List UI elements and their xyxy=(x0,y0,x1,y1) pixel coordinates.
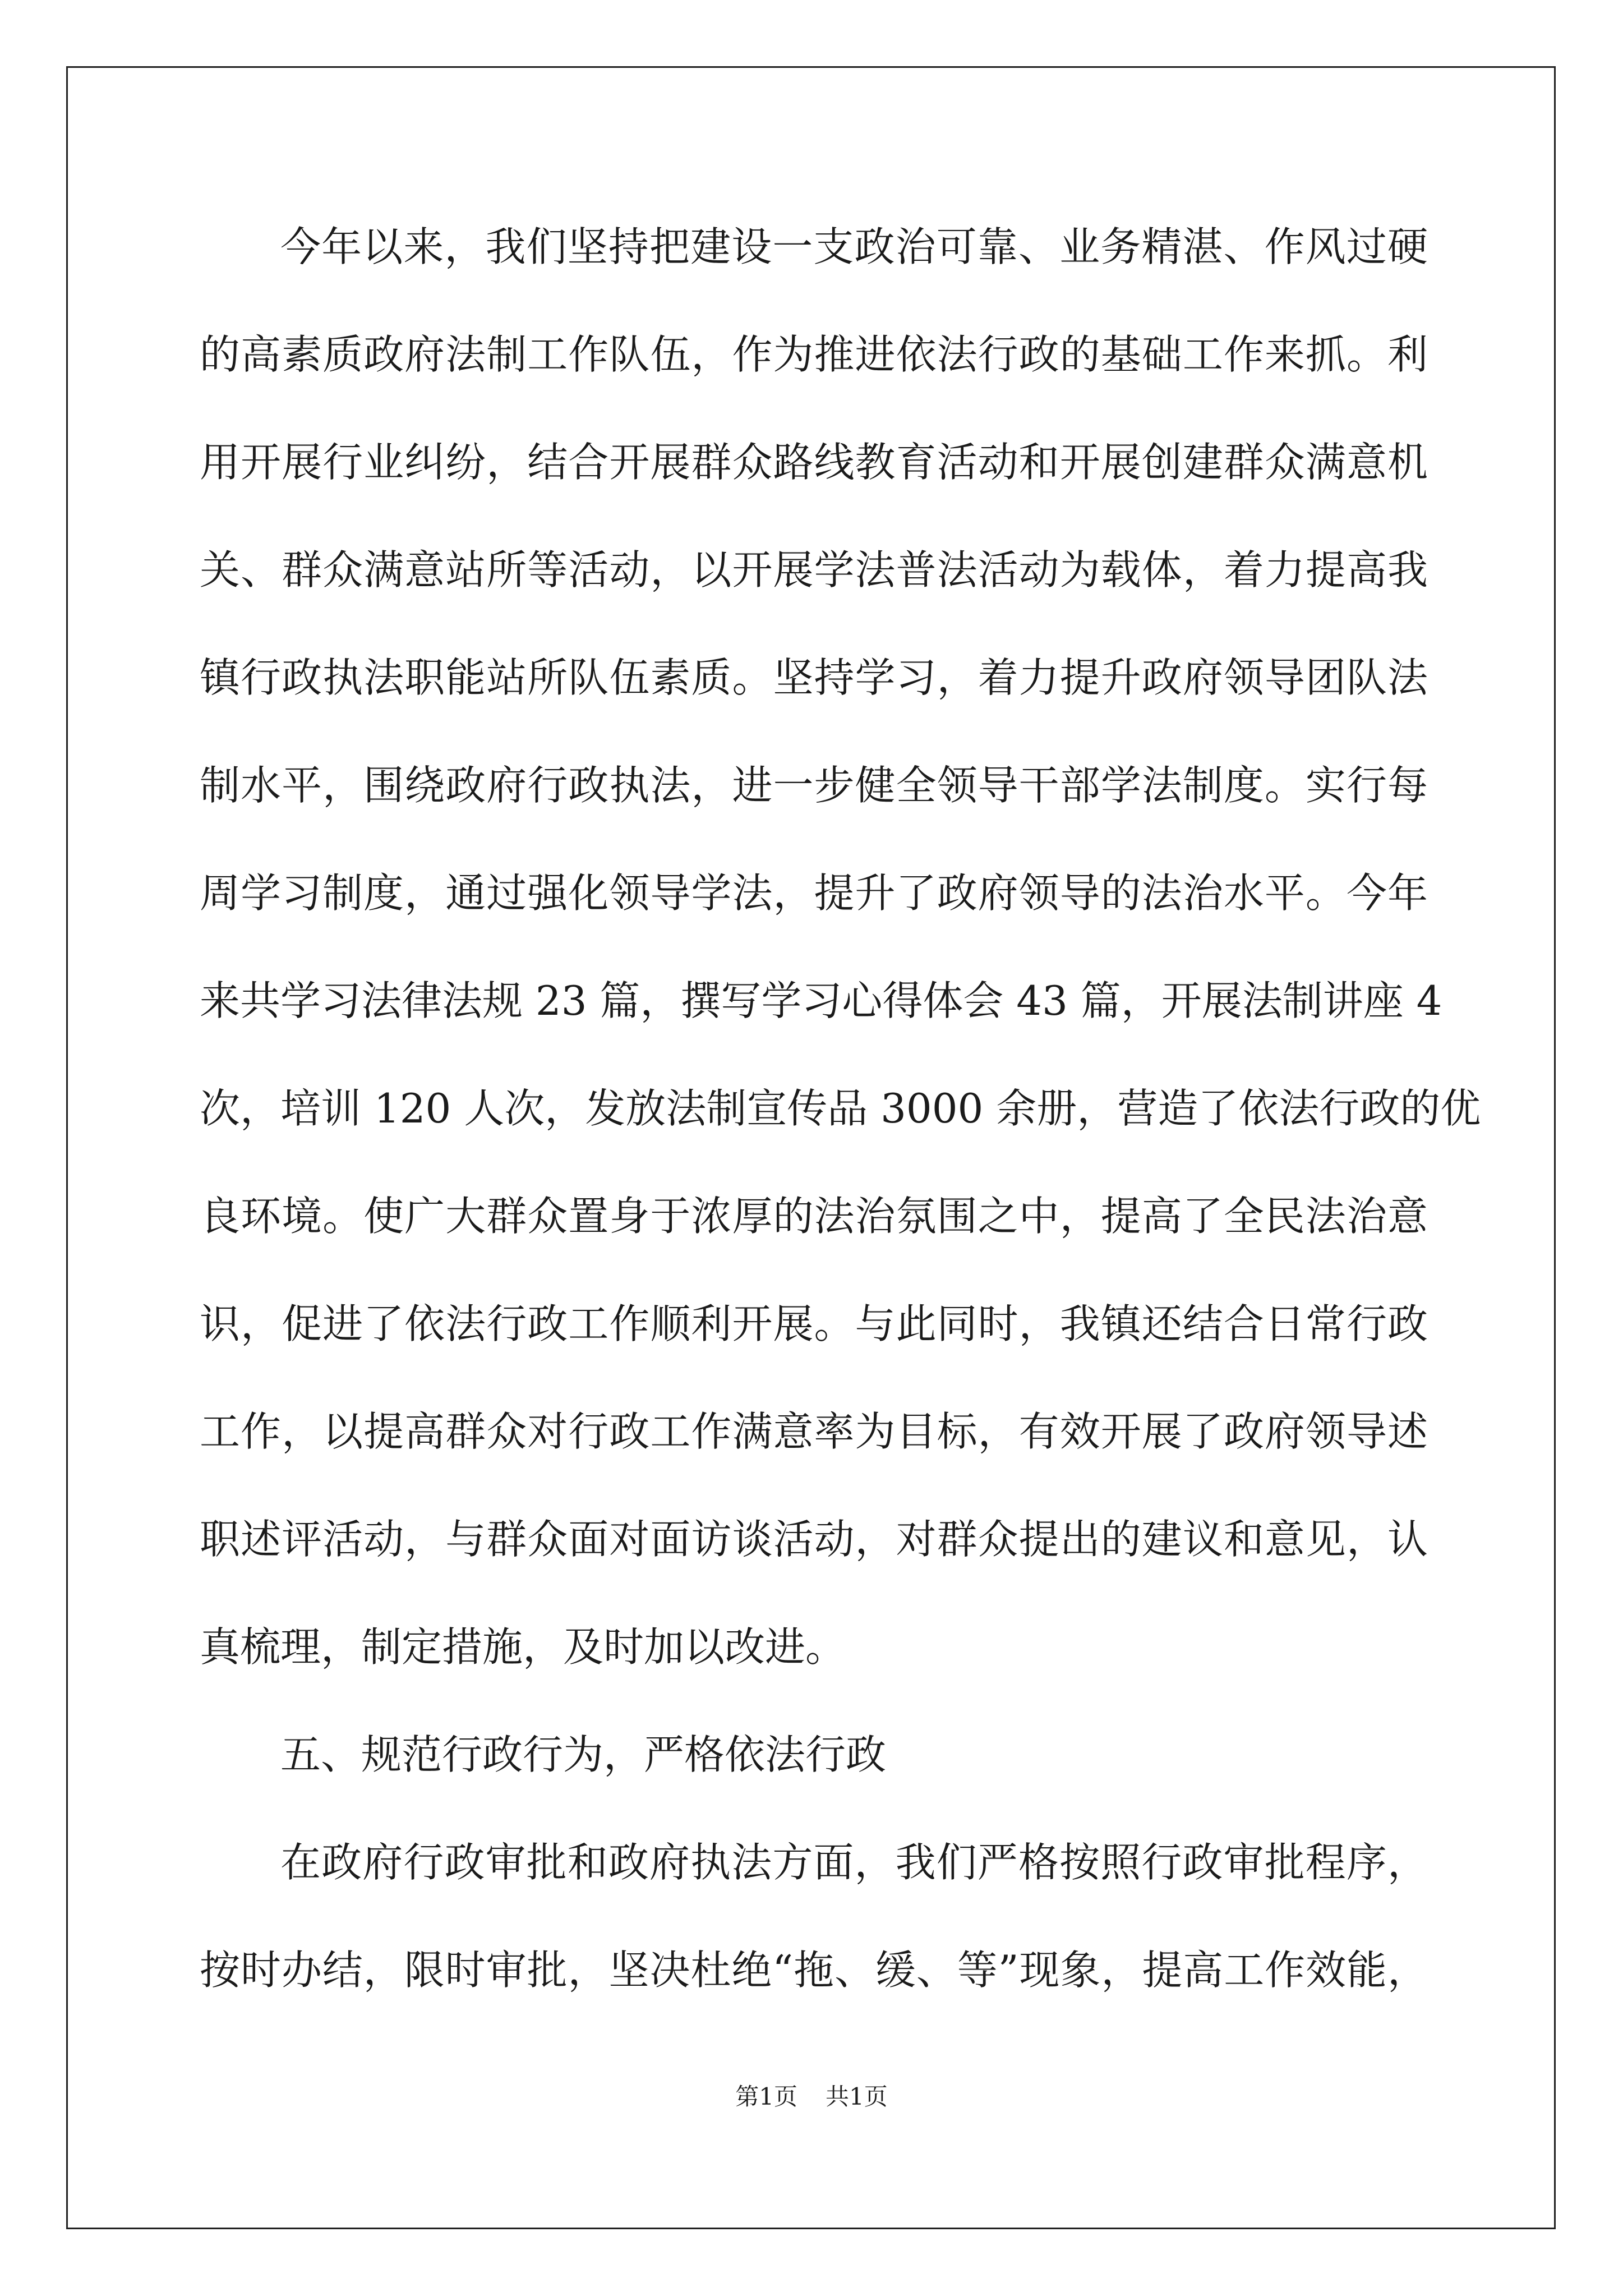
paragraph-line: 周学习制度，通过强化领导学法，提升了政府领导的法治水平。今年 xyxy=(200,869,1428,917)
paragraph-line: 识，促进了依法行政工作顺利开展。与此同时，我镇还结合日常行政 xyxy=(200,1300,1428,1347)
section-heading: 五、规范行政行为，严格依法行政 xyxy=(280,1731,887,1778)
paragraph-line: 镇行政执法职能站所队伍素质。坚持学习，着力提升政府领导团队法 xyxy=(200,654,1428,701)
document-body xyxy=(200,216,1481,2047)
paragraph-line: 今年以来，我们坚持把建设一支政治可靠、业务精湛、作风过硬 xyxy=(280,223,1428,270)
page-number-total: 共1页 xyxy=(826,2083,888,2110)
paragraph-line: 在政府行政审批和政府执法方面，我们严格按照行政审批程序， xyxy=(280,1839,1428,1886)
paragraph-line: 用开展行业纠纷，结合开展群众路线教育活动和开展创建群众满意机 xyxy=(200,439,1428,486)
paragraph-line: 关、群众满意站所等活动，以开展学法普法活动为载体，着力提高我 xyxy=(200,546,1428,593)
paragraph-line: 制水平，围绕政府行政执法，进一步健全领导干部学法制度。实行每 xyxy=(200,762,1428,809)
paragraph-line: 来共学习法律法规 23 篇，撰写学习心得体会 43 篇，开展法制讲座 4 xyxy=(200,977,1442,1024)
paragraph-line: 真梳理，制定措施，及时加以改进。 xyxy=(200,1623,846,1671)
page-number-current: 第1页 xyxy=(735,2083,797,2110)
paragraph-line: 职述评活动，与群众面对面访谈活动，对群众提出的建议和意见，认 xyxy=(200,1516,1428,1563)
paragraph-line: 按时办结，限时审批，坚决杜绝“拖、缓、等”现象，提高工作效能， xyxy=(200,1947,1428,1994)
page-footer xyxy=(0,2080,1623,2114)
paragraph-line: 良环境。使广大群众置身于浓厚的法治氛围之中，提高了全民法治意 xyxy=(200,1193,1428,1240)
paragraph-line: 次，培训 120 人次，发放法制宣传品 3000 余册，营造了依法行政的优 xyxy=(200,1085,1481,1132)
paragraph-line: 工作，以提高群众对行政工作满意率为目标，有效开展了政府领导述 xyxy=(200,1408,1428,1455)
paragraph-line: 的高素质政府法制工作队伍，作为推进依法行政的基础工作来抓。利 xyxy=(200,331,1428,378)
